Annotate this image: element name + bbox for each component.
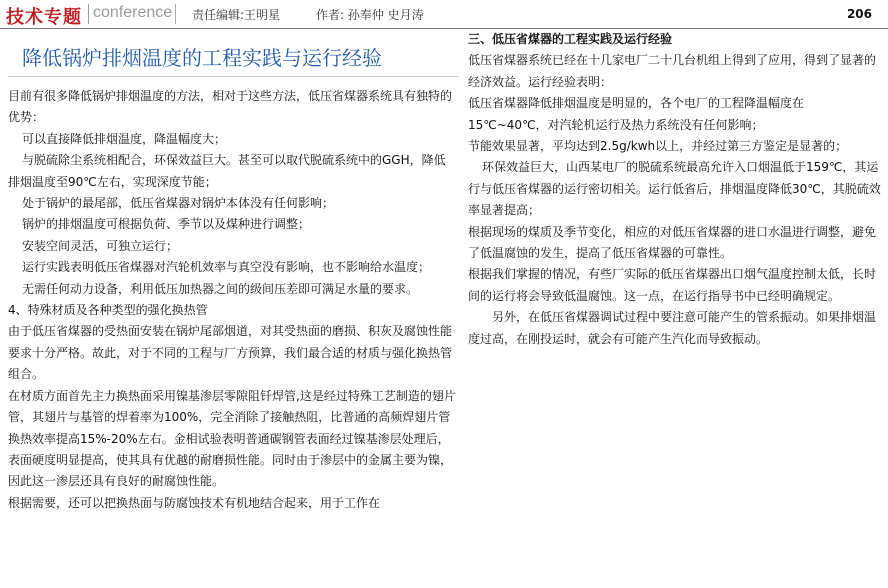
paragraph: 低压省煤器降低排烟温度是明显的，各个电厂的工程降温幅度在15℃~40℃，对汽轮机运行及热力系统没有任何影响； (468, 96, 805, 132)
paragraph: 根据现场的煤质及季节变化，相应的对低压省煤器的进口水温进行调整，避免了低温腐蚀的发生，提高了低压省煤器的可靠性。 (468, 224, 877, 261)
right-column (468, 29, 882, 350)
author-credit: 作者: 孙奉仲 史月涛 (316, 8, 424, 22)
section-subtitle: conference (93, 4, 173, 21)
paragraph: 根据我们掌握的情况，有些厂实际的低压省煤器出口烟气温度控制太低，长时间的运行将会导致低温腐蚀。这一点，在运行指导书中已经明确规定。 (468, 267, 877, 303)
paragraph: 在材质方面首先主力换热面采用镍基渗层零隙阻钎焊管,这是经过特殊工艺制造的翅片管，其翅片与基管的焊着率为100%，完全消除了接触热阻，比普通的高频焊翅片管换热效率提高15%-20%左右。金相试验表明普通碳钢管表面经过镍基渗层处理后，表面硬度明显提高，使其具有优越的耐磨损性能。同时由于渗层中的金属主要为镍，因此这一渗层还具有良好的耐腐蚀性能。 (8, 388, 456, 489)
paragraph: 根据需要，还可以把换热面与防腐蚀技术有机地结合起来，用于工作在 (8, 495, 381, 510)
header-divider-2 (175, 4, 176, 24)
paragraph: 可以直接降低排烟温度，降温幅度大； (22, 131, 227, 146)
paragraph: 另外，在低压省煤器调试过程中要注意可能产生的管系振动。如果排烟温度过高，在刚投运时，就会有可能产生汽化而导致振动。 (468, 310, 877, 346)
article-title: 降低锅炉排烟温度的工程实践与运行经验 (22, 46, 382, 70)
paragraph: 由于低压省煤器的受热面安装在锅炉尾部烟道，对其受热面的磨损、积灰及腐蚀性能要求十分严格。故此，对于不同的工程与厂方预算，我们最合适的材质与强化换热管组合。 (8, 324, 453, 382)
title-underline (8, 76, 458, 77)
paragraph: 无需任何动力设备，利用低压加热器之间的级间压差即可满足水量的要求。 (22, 281, 419, 296)
paragraph: 低压省煤器系统已经在十几家电厂二十几台机组上得到了应用，得到了显著的经济效益。运行经验表明： (468, 53, 877, 89)
page-number: 206 (846, 7, 872, 21)
header-divider (88, 4, 89, 24)
editor-credit: 责任编辑:王明星 (192, 8, 281, 22)
paragraph: 与脱硫除尘系统相配合，环保效益巨大。甚至可以取代脱硫系统中的GGH，降低排烟温度至90℃左右，实现深度节能； (8, 153, 446, 189)
paragraph: 节能效果显著，平均达到2.5g/kwh以上，并经过第三方鉴定是显著的； (468, 139, 848, 154)
paragraph: 安装空间灵活，可独立运行； (22, 238, 179, 253)
section-heading: 4、特殊材质及各种类型的强化换热管 (8, 303, 208, 318)
paragraph: 处于锅炉的最尾部，低压省煤器对锅炉本体没有任何影响； (22, 196, 335, 211)
paragraph: 环保效益巨大，山西某电厂的脱硫系统最高允许入口烟温低于159℃，其运行与低压省煤器的运行密切相关。运行低省后，排烟温度降低30℃，其脱硫效率显著提高； (468, 160, 881, 218)
paragraph: 运行实践表明低压省煤器对汽轮机效率与真空没有影响，也不影响给水温度； (22, 260, 431, 275)
paragraph: 锅炉的排烟温度可根据负荷、季节以及煤种进行调整； (22, 217, 311, 232)
left-column (8, 86, 456, 514)
section-brand: 技术专题 (6, 7, 82, 28)
section-heading: 三、低压省煤器的工程实践及运行经验 (468, 32, 673, 46)
page-header (0, 0, 888, 29)
paragraph: 目前有很多降低锅炉排烟温度的方法，相对于这些方法，低压省煤器系统具有独特的优势： (8, 89, 453, 125)
